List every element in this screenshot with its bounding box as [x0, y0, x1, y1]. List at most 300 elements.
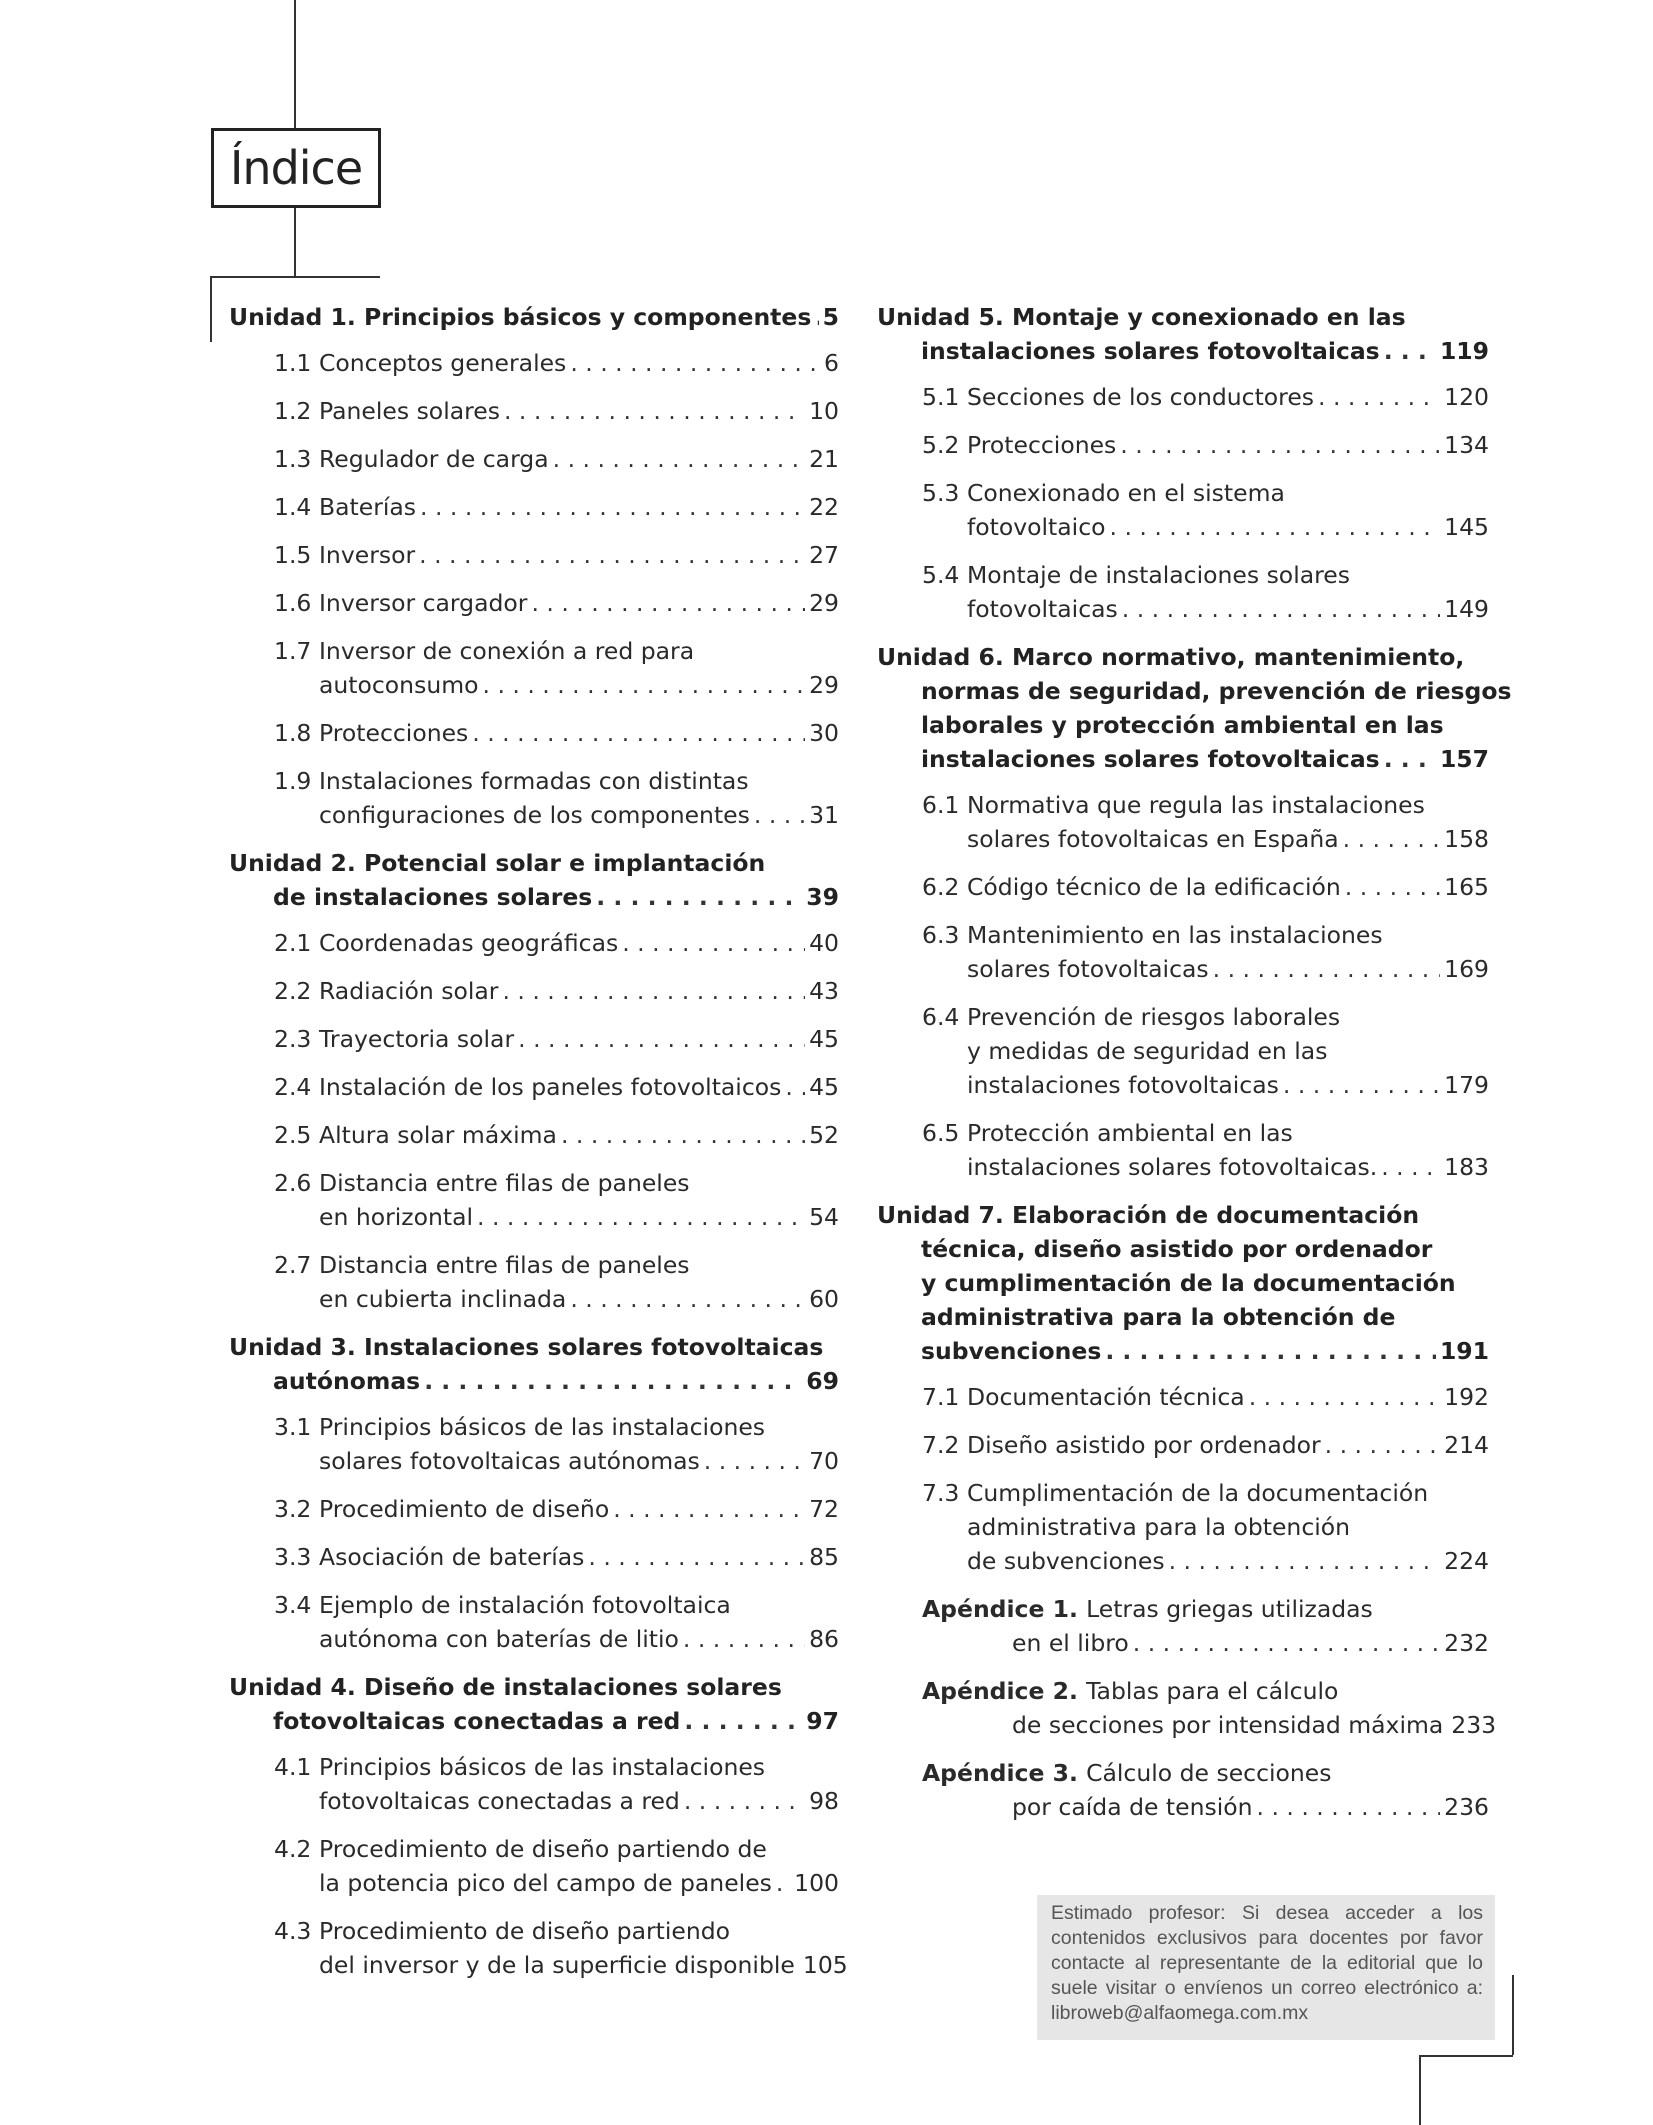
toc-line: [877, 334, 1489, 368]
toc-sec-entry[interactable]: [229, 1832, 839, 1900]
toc-line: [877, 1428, 1489, 1462]
toc-entry-text: en horizontal: [319, 1203, 474, 1231]
toc-entry-text: Apéndice 2. Tablas para el cálculo: [922, 1677, 1339, 1705]
dot-leader: [1169, 1544, 1441, 1578]
toc-sec-entry[interactable]: [877, 1116, 1489, 1184]
toc-line: [229, 1948, 848, 1982]
toc-sec-entry[interactable]: [877, 918, 1489, 986]
section-number: 5.3: [922, 479, 960, 507]
toc-sec-entry[interactable]: [877, 1380, 1489, 1414]
page-number: 5: [822, 303, 839, 331]
toc-sec-entry[interactable]: [877, 476, 1489, 544]
dot-leader: [683, 1622, 805, 1656]
section-number: 1.6: [274, 589, 312, 617]
section-number: 7.1: [922, 1383, 960, 1411]
toc-line: [229, 1410, 839, 1444]
toc-line: [229, 300, 839, 334]
toc-line: [229, 1492, 839, 1526]
toc-apx-entry[interactable]: [877, 1756, 1489, 1824]
section-number: 5.4: [922, 561, 960, 589]
toc-line: [229, 764, 839, 798]
toc-left-column: [229, 300, 848, 1996]
dot-leader: [1381, 1150, 1440, 1184]
toc-unit-entry[interactable]: [877, 1198, 1489, 1368]
page-number: 10: [809, 397, 839, 425]
toc-entry-text: 1.2 Paneles solares: [274, 394, 500, 428]
dot-leader: [596, 880, 802, 914]
section-number: 2.3: [274, 1025, 312, 1053]
toc-line: [877, 918, 1489, 952]
toc-entry-text: 5.3 Conexionado en el sistema: [922, 476, 1285, 510]
toc-entry-text: Unidad 5. Montaje y conexionado en las: [877, 303, 1406, 331]
toc-unit-entry[interactable]: [877, 300, 1489, 368]
section-number: 7.3: [922, 1479, 960, 1507]
toc-entry-text: 1.9 Instalaciones formadas con distintas: [274, 764, 749, 798]
toc-entry-text: configuraciones de los componentes: [319, 801, 750, 829]
toc-line: [877, 952, 1489, 986]
dot-leader: [483, 668, 806, 702]
toc-line: [229, 716, 839, 750]
toc-unit-entry[interactable]: [229, 1330, 839, 1398]
toc-line: [877, 428, 1489, 462]
page-number: 86: [809, 1625, 839, 1653]
dot-leader: [684, 1784, 805, 1818]
toc-entry-text: 6.2 Código técnico de la edificación: [922, 870, 1341, 904]
toc-entry-text: normas de seguridad, prevención de riesgos: [921, 677, 1512, 705]
toc-line: [877, 1544, 1489, 1578]
page-number: 149: [1444, 595, 1489, 623]
section-number: 2.7: [274, 1251, 312, 1279]
toc-entry-text: Unidad 4. Diseño de instalaciones solares: [229, 1673, 782, 1701]
dot-leader: [815, 300, 818, 334]
toc-entry-text: 3.1 Principios básicos de las instalaciones: [274, 1410, 765, 1444]
page-number: 52: [809, 1121, 839, 1149]
page-number: 232: [1444, 1629, 1489, 1657]
section-number: 1.8: [274, 719, 312, 747]
toc-entry-text: 4.1 Principios básicos de las instalaciones: [274, 1750, 765, 1784]
toc-line: [922, 1756, 1489, 1790]
toc-entry-text: Unidad 3. Instalaciones solares fotovoltaicas: [229, 1333, 824, 1361]
toc-entry-text: solares fotovoltaicas en España: [967, 825, 1339, 853]
page-number: 191: [1439, 1337, 1489, 1365]
page-number: 179: [1444, 1071, 1489, 1099]
toc-entry-text: 6.4 Prevención de riesgos laborales: [922, 1000, 1340, 1034]
toc-line: [877, 1034, 1489, 1068]
page-number: 85: [809, 1543, 839, 1571]
page-number: 158: [1444, 825, 1489, 853]
toc-line: [922, 1592, 1489, 1626]
bottom-vertical-rule: [1419, 2055, 1421, 2125]
toc-entry-text: Apéndice 1. Letras griegas utilizadas: [922, 1595, 1373, 1623]
toc-line: [229, 926, 839, 960]
toc-line: [922, 1708, 1497, 1742]
page-number: 45: [809, 1073, 839, 1101]
section-number: 3.3: [274, 1543, 312, 1571]
toc-entry-text: en el libro: [1012, 1629, 1129, 1657]
toc-entry-text: 4.2 Procedimiento de diseño partiendo de: [274, 1832, 767, 1866]
toc-unit-entry[interactable]: [877, 640, 1512, 776]
toc-line: [877, 1266, 1489, 1300]
dot-leader: [1213, 952, 1441, 986]
appendix-label: Apéndice 1.: [922, 1595, 1087, 1623]
section-number: 7.2: [922, 1431, 960, 1459]
toc-line: [877, 674, 1512, 708]
toc-sec-entry[interactable]: [229, 586, 839, 620]
section-number: 5.1: [922, 383, 960, 411]
section-number: 4.1: [274, 1753, 312, 1781]
dot-leader: [472, 716, 805, 750]
toc-apx-entry[interactable]: [877, 1674, 1497, 1742]
toc-line: [877, 300, 1489, 334]
page-number: 145: [1444, 513, 1489, 541]
page-number: 72: [809, 1495, 839, 1523]
toc-sec-entry[interactable]: [229, 1118, 839, 1152]
toc-entry-text: 6.1 Normativa que regula las instalaciones: [922, 788, 1425, 822]
dot-leader: [684, 1704, 802, 1738]
dot-leader: [420, 490, 805, 524]
dot-leader: [424, 1364, 802, 1398]
section-number: 1.4: [274, 493, 312, 521]
section-number: 1.7: [274, 637, 312, 665]
toc-entry-text: fotovoltaicas conectadas a red: [319, 1787, 680, 1815]
page-number: 98: [809, 1787, 839, 1815]
page-number: 21: [809, 445, 839, 473]
toc-line: [229, 798, 839, 832]
section-number: 6.1: [922, 791, 960, 819]
toc-entry-text: en cubierta inclinada: [319, 1285, 567, 1313]
toc-sec-entry[interactable]: [877, 380, 1489, 414]
toc-line: [877, 1150, 1489, 1184]
toc-line: [229, 668, 839, 702]
toc-entry-text: 1.7 Inversor de conexión a red para: [274, 634, 694, 668]
toc-line: [877, 1334, 1489, 1368]
toc-sec-entry[interactable]: [229, 1540, 839, 1574]
toc-entry-text: instalaciones fotovoltaicas: [967, 1071, 1279, 1099]
page-number: 169: [1444, 955, 1489, 983]
toc-line: [922, 1674, 1489, 1708]
toc-line: [229, 1166, 839, 1200]
toc-sec-entry[interactable]: [877, 870, 1489, 904]
dot-leader: [419, 538, 805, 572]
section-number: 5.2: [922, 431, 960, 459]
toc-line: [229, 1364, 839, 1398]
toc-entry-text: 2.2 Radiación solar: [274, 974, 498, 1008]
dot-leader: [553, 442, 805, 476]
left-corner-rule: [210, 276, 212, 342]
page-number: 214: [1444, 1431, 1489, 1459]
page-number: 233: [1451, 1711, 1497, 1739]
toc-sec-entry[interactable]: [229, 1750, 839, 1818]
section-number: 1.1: [274, 349, 312, 377]
section-number: 1.9: [274, 767, 312, 795]
toc-line: [229, 634, 839, 668]
toc-entry-text: 7.3 Cumplimentación de la documentación: [922, 1476, 1428, 1510]
toc-line: [877, 1380, 1489, 1414]
toc-entry-text: 1.1 Conceptos generales: [274, 346, 566, 380]
toc-line: [229, 1866, 839, 1900]
dot-leader: [504, 394, 805, 428]
toc-line: [229, 586, 839, 620]
toc-line: [229, 1282, 839, 1316]
toc-sec-entry[interactable]: [229, 1022, 839, 1056]
toc-sec-entry[interactable]: [877, 1000, 1489, 1102]
toc-line: [877, 1300, 1489, 1334]
toc-entry-text: de subvenciones: [967, 1547, 1165, 1575]
toc-sec-entry[interactable]: [229, 1914, 848, 1982]
section-number: 4.2: [274, 1835, 312, 1863]
toc-sec-entry[interactable]: [229, 442, 839, 476]
toc-entry-text: laborales y protección ambiental en las: [921, 711, 1444, 739]
page-number: 45: [809, 1025, 839, 1053]
page-number: 27: [809, 541, 839, 569]
toc-line: [229, 1750, 839, 1784]
page-number: 192: [1444, 1383, 1489, 1411]
section-number: 2.1: [274, 929, 312, 957]
toc-line: [229, 442, 839, 476]
page-number: 39: [806, 883, 839, 911]
toc-entry-text: 2.5 Altura solar máxima: [274, 1118, 557, 1152]
dot-leader: [622, 926, 805, 960]
toc-line: [877, 558, 1489, 592]
dot-leader: [785, 1070, 805, 1104]
toc-sec-entry[interactable]: [229, 1248, 839, 1316]
toc-entry-text: por caída de tensión: [1012, 1793, 1253, 1821]
toc-sec-entry[interactable]: [229, 926, 839, 960]
bottom-horizontal-rule: [1420, 2055, 1513, 2057]
toc-entry-text: y medidas de seguridad en las: [967, 1037, 1328, 1065]
page-number: 29: [809, 671, 839, 699]
toc-line: [877, 742, 1489, 776]
toc-line: [229, 1022, 839, 1056]
page-number: 165: [1444, 873, 1489, 901]
toc-entry-text: subvenciones: [921, 1337, 1102, 1365]
toc-entry-text: solares fotovoltaicas autónomas: [319, 1447, 700, 1475]
toc-sec-entry[interactable]: [229, 1492, 839, 1526]
toc-sec-entry[interactable]: [229, 1166, 839, 1234]
toc-entry-text: Unidad 2. Potencial solar e implantación: [229, 849, 766, 877]
toc-entry-text: 6.3 Mantenimiento en las instalaciones: [922, 918, 1383, 952]
toc-entry-text: Unidad 7. Elaboración de documentación: [877, 1201, 1420, 1229]
section-number: 2.4: [274, 1073, 312, 1101]
toc-line: [877, 1000, 1489, 1034]
toc-entry-text: 1.8 Protecciones: [274, 716, 468, 750]
dot-leader: [502, 974, 805, 1008]
section-number: 3.2: [274, 1495, 312, 1523]
section-number: 1.3: [274, 445, 312, 473]
toc-sec-entry[interactable]: [229, 346, 839, 380]
toc-entry-text: Apéndice 3. Cálculo de secciones: [922, 1759, 1332, 1787]
dot-leader: [1343, 822, 1441, 856]
toc-entry-text: instalaciones solares fotovoltaicas: [921, 337, 1380, 365]
toc-line: [877, 380, 1489, 414]
dot-leader: [1120, 428, 1440, 462]
page-number: 119: [1439, 337, 1489, 365]
section-number: 6.5: [922, 1119, 960, 1147]
page-number: 105: [802, 1951, 848, 1979]
toc-line: [229, 1670, 839, 1704]
toc-line: [229, 974, 839, 1008]
page-number: 224: [1444, 1547, 1489, 1575]
page-number: 22: [809, 493, 839, 521]
page-title: Índice: [211, 128, 381, 208]
toc-entry-text: administrativa para la obtención: [967, 1513, 1351, 1541]
toc-line: [229, 1070, 839, 1104]
page-number: 236: [1444, 1793, 1489, 1821]
toc-entry-text: instalaciones solares fotovoltaicas.: [967, 1153, 1378, 1181]
toc-line: [229, 1200, 839, 1234]
toc-line: [877, 510, 1489, 544]
page-number: 54: [809, 1203, 839, 1231]
toc-entry-text: 2.4 Instalación de los paneles fotovoltaicos: [274, 1070, 781, 1104]
dot-leader: [1384, 742, 1436, 776]
dot-leader: [588, 1540, 805, 1574]
toc-line: [877, 708, 1489, 742]
toc-sec-entry[interactable]: [229, 634, 839, 702]
toc-line: [229, 490, 839, 524]
dot-leader: [561, 1118, 805, 1152]
toc-entry-text: Unidad 6. Marco normativo, mantenimiento,: [877, 643, 1465, 671]
toc-sec-entry[interactable]: [877, 1428, 1489, 1462]
page-number: 97: [806, 1707, 839, 1735]
toc-line: [877, 788, 1489, 822]
toc-sec-entry[interactable]: [229, 394, 839, 428]
section-number: 6.3: [922, 921, 960, 949]
toc-entry-text: de secciones por intensidad máxima: [1012, 1711, 1444, 1739]
toc-sec-entry[interactable]: [229, 490, 839, 524]
toc-entry-text: técnica, diseño asistido por ordenador: [921, 1235, 1433, 1263]
dot-leader: [1105, 1334, 1436, 1368]
section-number: 1.2: [274, 397, 312, 425]
toc-sec-entry[interactable]: [229, 764, 839, 832]
toc-entry-text: 1.3 Regulador de carga: [274, 442, 549, 476]
toc-line: [229, 538, 839, 572]
toc-apx-entry[interactable]: [877, 1592, 1489, 1660]
toc-sec-entry[interactable]: [877, 788, 1489, 856]
dot-leader: [1133, 1626, 1440, 1660]
toc-sec-entry[interactable]: [229, 538, 839, 572]
dot-leader: [531, 586, 805, 620]
toc-entry-text: administrativa para la obtención de: [921, 1303, 1396, 1331]
page-number: 6: [824, 349, 839, 377]
dot-leader: [776, 1866, 790, 1900]
toc-line: [229, 1832, 839, 1866]
toc-sec-entry[interactable]: [229, 716, 839, 750]
appendix-label: Apéndice 3.: [922, 1759, 1087, 1787]
dot-leader: [704, 1444, 805, 1478]
toc-line: [229, 1540, 839, 1574]
toc-line: [922, 1626, 1489, 1660]
page-number: 43: [809, 977, 839, 1005]
page-number: 29: [809, 589, 839, 617]
dot-leader: [1384, 334, 1436, 368]
section-number: 6.4: [922, 1003, 960, 1031]
toc-line: [229, 1784, 839, 1818]
toc-line: [877, 592, 1489, 626]
dot-leader: [1318, 380, 1440, 414]
section-number: 2.2: [274, 977, 312, 1005]
toc-line: [229, 1622, 839, 1656]
dot-leader: [518, 1022, 805, 1056]
section-number: 2.6: [274, 1169, 312, 1197]
toc-sec-entry[interactable]: [229, 1588, 839, 1656]
toc-line: [877, 1510, 1489, 1544]
toc-sec-entry[interactable]: [877, 558, 1489, 626]
toc-line: [877, 870, 1489, 904]
page-number: 31: [809, 801, 839, 829]
dot-leader: [613, 1492, 805, 1526]
bottom-right-vertical-rule: [1512, 1975, 1514, 2055]
top-vertical-rule: [294, 0, 296, 128]
section-number: 1.5: [274, 541, 312, 569]
toc-entry-text: autónoma con baterías de litio: [319, 1625, 679, 1653]
toc-entry-text: del inversor y de la superficie disponible: [319, 1951, 795, 1979]
toc-line: [229, 1248, 839, 1282]
toc-sec-entry[interactable]: [877, 428, 1489, 462]
toc-entry-text: fotovoltaicas conectadas a red: [273, 1707, 681, 1735]
toc-entry-text: y cumplimentación de la documentación: [921, 1269, 1456, 1297]
dot-leader: [1110, 510, 1441, 544]
section-number: 2.5: [274, 1121, 312, 1149]
toc-line: [229, 394, 839, 428]
toc-unit-entry[interactable]: [229, 300, 839, 334]
teacher-note: Estimado profesor: Si desea acceder a los contenidos exclusivos para docentes por favor contacte al representante de la editorial que lo suele visitar o envíenos un correo electrónico a: libroweb@alfaomega.com.mx: [1037, 1895, 1495, 2040]
toc-entry-text: 1.4 Baterías: [274, 490, 416, 524]
toc-unit-entry[interactable]: [229, 1670, 839, 1738]
dot-leader: [1325, 1428, 1440, 1462]
toc-entry-text: 2.3 Trayectoria solar: [274, 1022, 514, 1056]
toc-sec-entry[interactable]: [229, 1070, 839, 1104]
toc-sec-entry[interactable]: [877, 1476, 1489, 1578]
toc-entry-text: 4.3 Procedimiento de diseño partiendo: [274, 1914, 730, 1948]
toc-entry-text: 2.1 Coordenadas geográficas: [274, 926, 618, 960]
toc-sec-entry[interactable]: [229, 974, 839, 1008]
toc-sec-entry[interactable]: [229, 1410, 839, 1478]
toc-entry-text: fotovoltaicas: [967, 595, 1118, 623]
toc-line: [229, 1444, 839, 1478]
page-number: 70: [809, 1447, 839, 1475]
toc-entry-text: 3.3 Asociación de baterías: [274, 1540, 584, 1574]
toc-entry-text: la potencia pico del campo de paneles: [319, 1869, 772, 1897]
toc-entry-text: 2.6 Distancia entre filas de paneles: [274, 1166, 690, 1200]
toc-line: [229, 1330, 839, 1364]
page-number: 157: [1439, 745, 1489, 773]
toc-right-column: [877, 300, 1512, 1838]
toc-line: [229, 846, 839, 880]
toc-line: [922, 1790, 1489, 1824]
page-number: 100: [794, 1869, 839, 1897]
page-number: 40: [809, 929, 839, 957]
toc-line: [229, 1914, 839, 1948]
mid-vertical-rule: [294, 208, 296, 276]
toc-entry-text: 7.2 Diseño asistido por ordenador: [922, 1428, 1321, 1462]
dot-leader: [570, 1282, 805, 1316]
toc-line: [877, 822, 1489, 856]
toc-entry-text: 7.1 Documentación técnica: [922, 1380, 1245, 1414]
toc-line: [229, 1118, 839, 1152]
toc-line: [877, 1068, 1489, 1102]
page-number: 183: [1444, 1153, 1489, 1181]
toc-line: [877, 1476, 1489, 1510]
toc-entry-text: autoconsumo: [319, 671, 479, 699]
page-number: 120: [1444, 383, 1489, 411]
toc-entry-text: 1.6 Inversor cargador: [274, 586, 527, 620]
toc-entry-text: 6.5 Protección ambiental en las: [922, 1116, 1293, 1150]
toc-unit-entry[interactable]: [229, 846, 839, 914]
toc-entry-text: solares fotovoltaicas: [967, 955, 1209, 983]
toc-entry-text: 5.1 Secciones de los conductores: [922, 380, 1314, 414]
section-number: 6.2: [922, 873, 960, 901]
appendix-label: Apéndice 2.: [922, 1677, 1087, 1705]
